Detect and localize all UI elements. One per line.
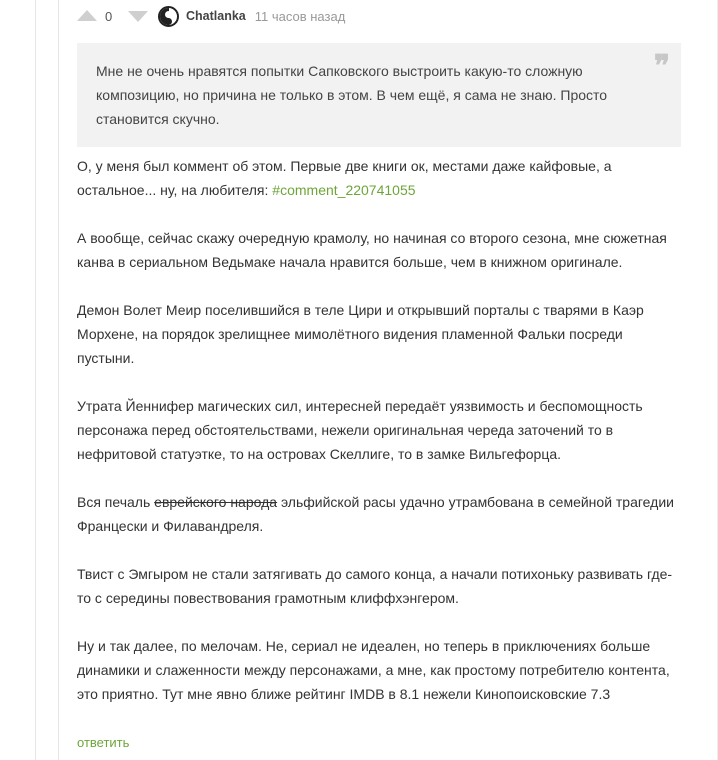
reply-button[interactable]: ответить xyxy=(77,735,130,750)
paragraph: Твист с Эмгыром не стали затягивать до самого конца, а начали потихоньку развивать где-то с середины повествования грамотным клиффхэнгером. xyxy=(77,566,673,606)
paragraph xyxy=(77,154,683,202)
paragraph: Утрата Йеннифер магических сил, интересней передаёт уязвимость и беспомощность персонажа перед обстоятельствами, нежели оригинальная череда заточений то в нефритовой статуэтке, то на островах Скеллиге, то в замке Вильгефорца. xyxy=(77,398,643,462)
quote-icon: ❞ xyxy=(653,49,670,84)
paragraph: Ну и так далее, по мелочам. Не, сериал не идеален, но теперь в приключениях больше динамики и слаженности между персонажами, а мне, как простому потребителю контента, это приятно. Тут мне явно ближе рейтинг IMDB в 8.1 нежели Кинопоисковские 7.3 xyxy=(77,638,670,702)
thread-line-inner xyxy=(58,0,59,760)
paragraph-text: Вся печаль xyxy=(77,494,155,510)
upvote-icon[interactable] xyxy=(77,10,97,21)
quote-text: Мне не очень нравятся попытки Сапковского выстроить какую-то сложную композицию, но причина не только в этом. В чем ещё, я сама не знаю. Просто становится скучно. xyxy=(96,63,608,127)
paragraph-text: О, у меня был коммент об этом. Первые две книги ок, местами даже кайфовые, а остальное... ну, на любителя: xyxy=(77,158,612,198)
paragraph-text: эльфийской расы удачно утрамбована в семейной трагедии Францески и Филавандреля. xyxy=(77,494,674,534)
comment-time[interactable]: 11 часов назад xyxy=(254,8,346,24)
comment xyxy=(77,0,683,750)
comment-body xyxy=(77,154,683,730)
thread-line-outer xyxy=(35,0,36,760)
author-name[interactable]: Chatlanka xyxy=(186,9,246,23)
downvote-icon[interactable] xyxy=(128,11,148,22)
quote-block xyxy=(77,43,681,147)
comment-link[interactable]: #comment_220741055 xyxy=(272,182,416,198)
avatar[interactable] xyxy=(158,6,179,27)
rating-count: 0 xyxy=(105,9,113,24)
strikethrough-text: еврейского народа xyxy=(154,494,278,510)
comment-header xyxy=(77,0,683,32)
paragraph: А вообще, сейчас скажу очередную крамолу, но начиная со второго сезона, мне сюжетная канва в сериальном Ведьмаке начала нравится больше, чем в книжном оригинале. xyxy=(77,230,667,270)
paragraph xyxy=(77,490,683,538)
paragraph: Демон Волет Меир поселившийся в теле Цири и открывший порталы с тварями в Каэр Морхене, на порядок зрелищнее мимолётного видения пламенной Фальки посреди пустыни. xyxy=(77,302,644,366)
